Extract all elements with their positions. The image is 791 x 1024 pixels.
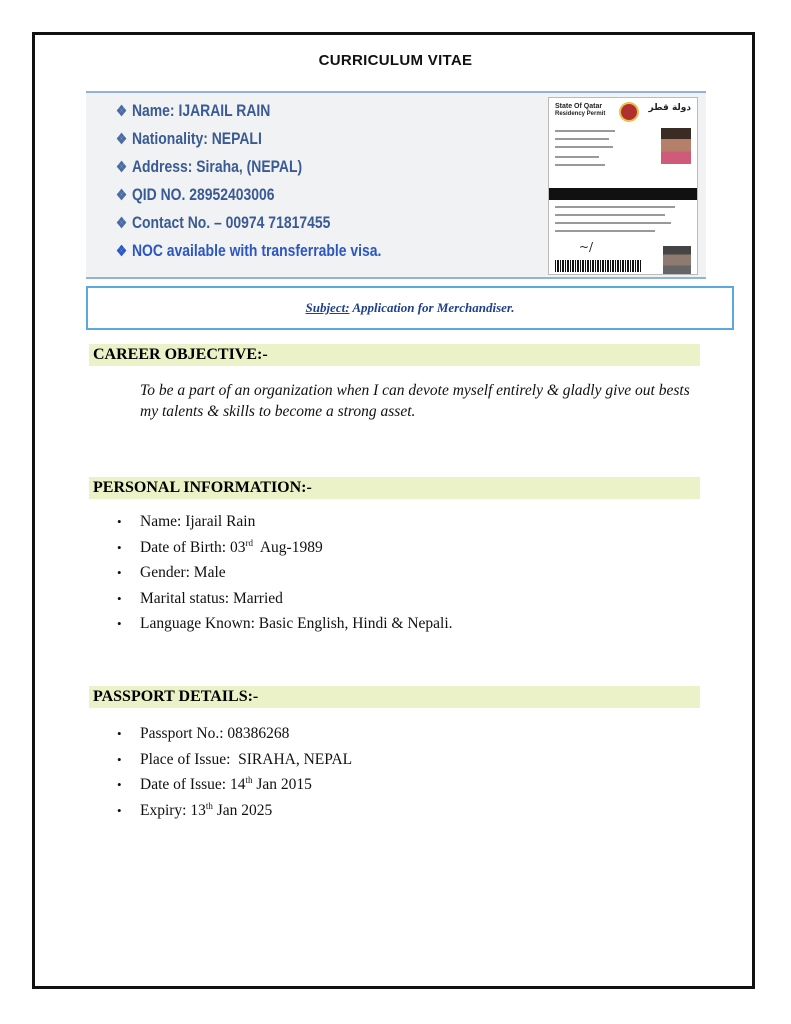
header-box — [86, 91, 706, 279]
diamond-bullet-icon: ❖ — [116, 159, 128, 176]
signature-icon: ~/ — [579, 240, 594, 254]
personal-information-list — [117, 509, 453, 637]
list-item: • Expiry: 13th Jan 2025 — [117, 798, 352, 824]
bullet-icon: • — [117, 777, 122, 792]
list-item: • Date of Issue: 14th Jan 2015 — [117, 772, 352, 798]
address-value: Siraha, (NEPAL) — [196, 157, 303, 176]
list-item: • Language Known: Basic English, Hindi & Nepali. — [117, 611, 453, 637]
list-item: • Marital status: Married — [117, 586, 453, 612]
diamond-bullet-icon: ❖ — [116, 187, 128, 204]
list-item: • Date of Birth: 03rd Aug-1989 — [117, 535, 453, 561]
contact-value: 00974 71817455 — [225, 213, 331, 232]
cv-title: CURRICULUM VITAE — [318, 52, 473, 69]
list-item: • Passport No.: 08386268 — [117, 721, 352, 747]
name-value: IJARAIL RAIN — [178, 101, 271, 120]
qid-card-image — [548, 97, 698, 275]
diamond-bullet-icon: ❖ — [116, 215, 128, 232]
career-objective-heading: CAREER OBJECTIVE:- — [89, 344, 700, 366]
subject-box — [86, 286, 734, 330]
id-photo — [661, 128, 691, 164]
header-noc — [116, 241, 381, 261]
list-item: • Gender: Male — [117, 560, 453, 586]
qid-value: 28952403006 — [189, 185, 275, 204]
header-address: ❖ Address: Siraha, (NEPAL) — [116, 157, 303, 176]
bullet-icon: • — [117, 726, 122, 741]
subject-text: Application for Merchandiser. — [352, 300, 515, 315]
qatar-emblem-icon — [619, 102, 639, 122]
header-contact: ❖ Contact No. – 00974 71817455 — [116, 213, 331, 232]
header-qid: ❖ QID NO. 28952403006 — [116, 185, 275, 204]
bullet-icon: • — [117, 514, 122, 529]
bullet-icon: • — [117, 590, 122, 606]
bullet-icon: • — [117, 802, 122, 818]
list-item: • Place of Issue: SIRAHA, NEPAL — [117, 747, 352, 773]
bullet-icon: • — [117, 565, 122, 580]
passport-details-heading: PASSPORT DETAILS:- — [89, 686, 700, 708]
nationality-value: NEPALI — [211, 129, 262, 148]
id-photo-small — [663, 246, 691, 274]
barcode-icon — [555, 260, 641, 272]
career-objective-text: To be a part of an organization when I can devote myself entirely & gladly give out bests my talents & skills to become a strong asset. — [140, 382, 690, 420]
noc-text: NOC available with transferrable visa. — [131, 241, 382, 260]
bullet-icon: • — [117, 751, 122, 767]
diamond-bullet-icon: ❖ — [116, 103, 128, 120]
qid-card-arabic-title: دولة قطر — [648, 103, 691, 113]
passport-details-list — [117, 721, 352, 823]
id-card-band — [549, 188, 697, 200]
list-item: • Name: Ijarail Rain — [117, 509, 453, 535]
personal-information-heading: PERSONAL INFORMATION:- — [89, 477, 700, 499]
diamond-bullet-icon: ❖ — [116, 131, 128, 148]
qid-card-subtitle: Residency Permit — [555, 111, 606, 117]
header-name: ❖ Name: IJARAIL RAIN — [116, 101, 271, 120]
qid-card-title: State Of Qatar — [555, 103, 603, 110]
bullet-icon: • — [117, 616, 122, 631]
header-nationality: ❖ Nationality: NEPALI — [116, 129, 262, 148]
bullet-icon: • — [117, 539, 122, 555]
diamond-bullet-icon: ❖ — [116, 243, 128, 260]
subject-label: Subject: — [305, 300, 350, 315]
